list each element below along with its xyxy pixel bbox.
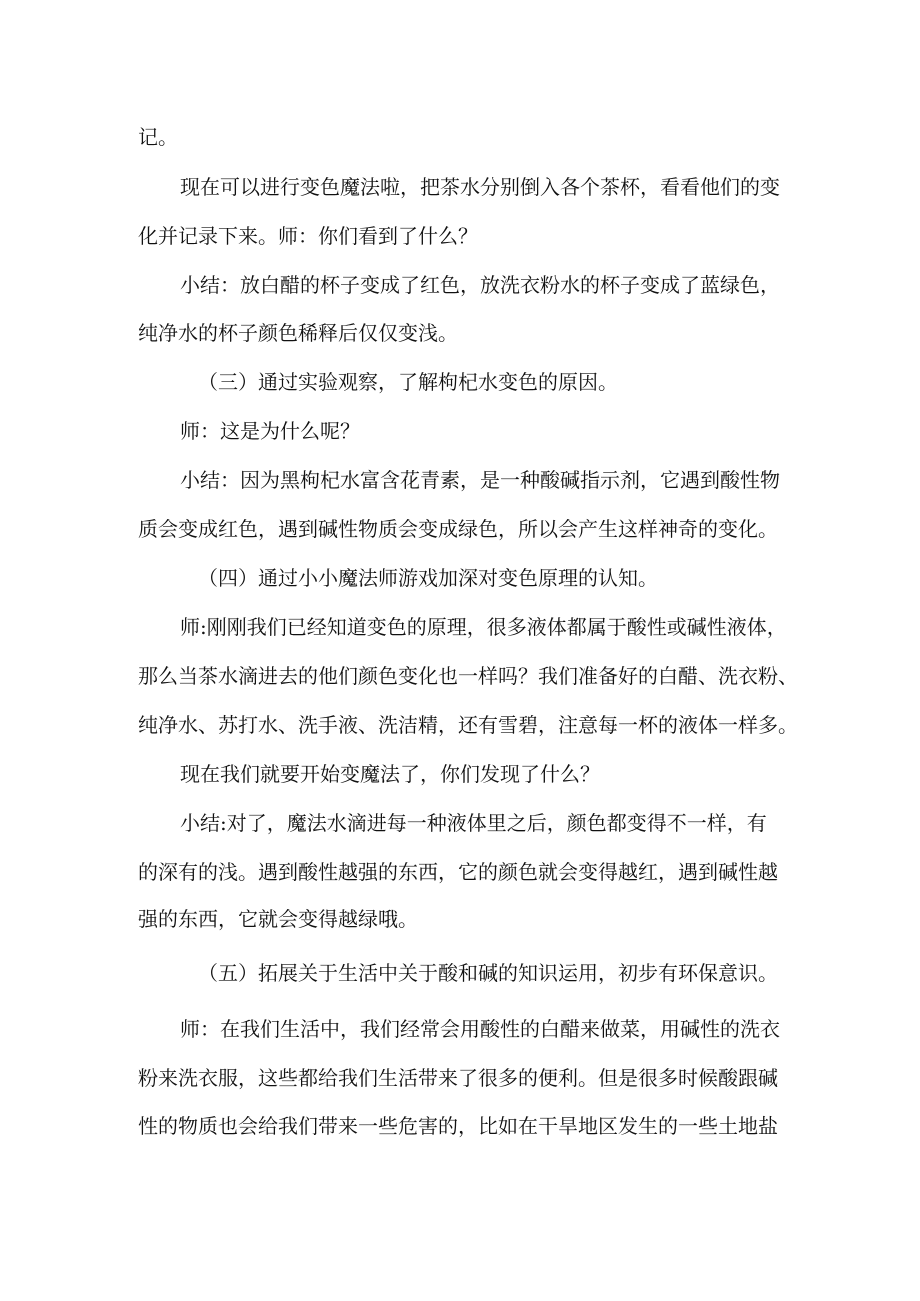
text-line: 那么当茶水滴进去的他们颜色变化也一样吗？我们准备好的白醋、洗衣粉、 xyxy=(138,664,798,688)
text-line: 的深有的浅。遇到酸性越强的东西，它的颜色就会变得越红，遇到碱性越 xyxy=(138,860,778,884)
text-line: 强的东西，它就会变得越绿哦。 xyxy=(138,907,418,931)
text-line: 小结:对了，魔法水滴进每一种液体里之后，颜色都变得不一样，有 xyxy=(180,811,767,835)
text-line: 性的物质也会给我们带来一些危害的，比如在干旱地区发生的一些土地盐 xyxy=(138,1114,778,1138)
section-heading: （五）拓展关于生活中关于酸和碱的知识运用，初步有环保意识。 xyxy=(198,961,778,985)
text-line: 化并记录下来。师：你们看到了什么？ xyxy=(138,224,478,248)
text-line: 粉来洗衣服，这些都给我们生活带来了很多的便利。但是很多时候酸跟碱 xyxy=(138,1066,778,1090)
text-line: 纯净水的杯子颜色稀释后仅仅变浅。 xyxy=(138,321,458,345)
text-line: 质会变成红色，遇到碱性物质会变成绿色，所以会产生这样神奇的变化。 xyxy=(138,517,778,541)
text-line: 现在可以进行变色魔法啦，把茶水分别倒入各个茶杯，看看他们的变 xyxy=(180,175,780,199)
text-line: 小结：放白醋的杯子变成了红色，放洗衣粉水的杯子变成了蓝绿色， xyxy=(180,273,780,297)
text-line: 小结：因为黑枸杞水富含花青素，是一种酸碱指示剂，它遇到酸性物 xyxy=(180,468,780,492)
text-line: 师:刚刚我们已经知道变色的原理，很多液体都属于酸性或碱性液体， xyxy=(180,615,787,639)
text-line: 纯净水、苏打水、洗手液、洗洁精，还有雪碧，注意每一杯的液体一样多。 xyxy=(138,713,798,737)
text-line: 现在我们就要开始变魔法了，你们发现了什么？ xyxy=(180,762,600,786)
section-heading: （四）通过小小魔法师游戏加深对变色原理的认知。 xyxy=(198,566,658,590)
section-heading: （三）通过实验观察，了解枸杞水变色的原因。 xyxy=(198,370,618,394)
text-line: 师：这是为什么呢？ xyxy=(180,419,360,443)
text-line: 记。 xyxy=(138,125,178,149)
text-line: 师：在我们生活中，我们经常会用酸性的白醋来做菜，用碱性的洗衣 xyxy=(180,1017,780,1041)
